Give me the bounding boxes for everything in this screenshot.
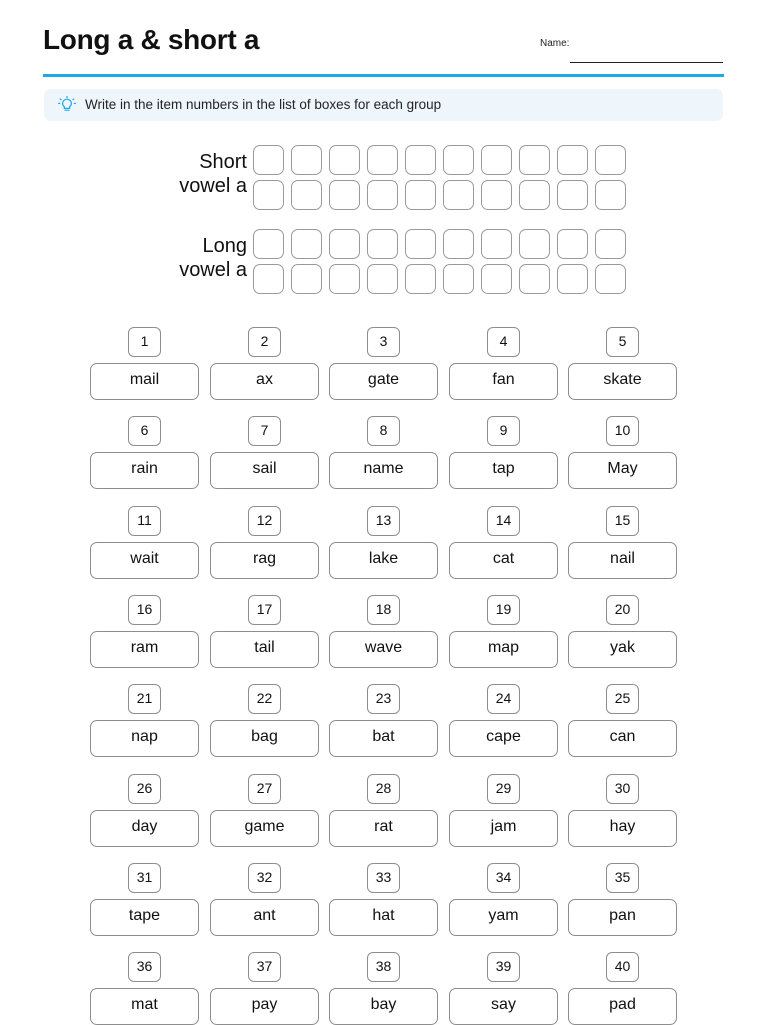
answer-box[interactable] <box>443 229 474 259</box>
item-word: yam <box>449 899 558 936</box>
item-word: skate <box>568 363 677 400</box>
answer-box[interactable] <box>291 264 322 294</box>
answer-box[interactable] <box>367 229 398 259</box>
item-number: 20 <box>606 595 639 625</box>
item-word: pan <box>568 899 677 936</box>
item-word: game <box>210 810 319 847</box>
long-vowel-group-label <box>127 234 247 282</box>
item-number: 18 <box>367 595 400 625</box>
answer-box[interactable] <box>367 145 398 175</box>
answer-box[interactable] <box>253 229 284 259</box>
item-number: 24 <box>487 684 520 714</box>
answer-box[interactable] <box>595 264 626 294</box>
item-number: 7 <box>248 416 281 446</box>
answer-box[interactable] <box>443 145 474 175</box>
answer-box[interactable] <box>481 264 512 294</box>
answer-box[interactable] <box>253 145 284 175</box>
item-word: say <box>449 988 558 1025</box>
answer-box[interactable] <box>595 180 626 210</box>
item-word: pad <box>568 988 677 1025</box>
answer-box[interactable] <box>405 180 436 210</box>
item-number: 2 <box>248 327 281 357</box>
item-number: 12 <box>248 506 281 536</box>
answer-box[interactable] <box>443 264 474 294</box>
group-label-line1: Long <box>202 235 247 257</box>
answer-box[interactable] <box>443 180 474 210</box>
item-number: 29 <box>487 774 520 804</box>
name-field[interactable] <box>570 62 723 63</box>
item-number: 40 <box>606 952 639 982</box>
item-word: day <box>90 810 199 847</box>
answer-box[interactable] <box>253 264 284 294</box>
item-number: 4 <box>487 327 520 357</box>
answer-box[interactable] <box>481 229 512 259</box>
answer-box[interactable] <box>519 145 550 175</box>
answer-box[interactable] <box>481 145 512 175</box>
item-number: 8 <box>367 416 400 446</box>
answer-box[interactable] <box>253 180 284 210</box>
page-title: Long a & short a <box>43 24 260 55</box>
item-number: 15 <box>606 506 639 536</box>
item-word: wait <box>90 542 199 579</box>
answer-box[interactable] <box>557 145 588 175</box>
answer-box[interactable] <box>329 229 360 259</box>
instruction-text: Write in the item numbers in the list of boxes for each group <box>85 97 442 112</box>
answer-box[interactable] <box>405 264 436 294</box>
answer-box[interactable] <box>329 180 360 210</box>
lightbulb-icon <box>58 96 76 114</box>
item-number: 30 <box>606 774 639 804</box>
answer-box[interactable] <box>519 180 550 210</box>
item-word: tap <box>449 452 558 489</box>
item-word: yak <box>568 631 677 668</box>
item-word: can <box>568 720 677 757</box>
item-word: ax <box>210 363 319 400</box>
answer-box[interactable] <box>481 180 512 210</box>
item-word: name <box>329 452 438 489</box>
item-word: mat <box>90 988 199 1025</box>
item-number: 38 <box>367 952 400 982</box>
group-label-line1: Short <box>199 151 247 173</box>
item-number: 37 <box>248 952 281 982</box>
item-word: ram <box>90 631 199 668</box>
group-label-line2: vowel a <box>179 175 247 197</box>
item-number: 3 <box>367 327 400 357</box>
short-vowel-group-label <box>127 150 247 198</box>
item-word: bat <box>329 720 438 757</box>
item-word: sail <box>210 452 319 489</box>
answer-box[interactable] <box>557 229 588 259</box>
item-word: tail <box>210 631 319 668</box>
item-word: map <box>449 631 558 668</box>
item-number: 31 <box>128 863 161 893</box>
group-label-line2: vowel a <box>179 259 247 281</box>
answer-box[interactable] <box>405 229 436 259</box>
item-word: wave <box>329 631 438 668</box>
item-number: 13 <box>367 506 400 536</box>
item-number: 19 <box>487 595 520 625</box>
item-number: 1 <box>128 327 161 357</box>
instruction-banner <box>44 89 723 121</box>
item-word: tape <box>90 899 199 936</box>
answer-box[interactable] <box>291 145 322 175</box>
item-number: 11 <box>128 506 161 536</box>
item-word: rat <box>329 810 438 847</box>
answer-box[interactable] <box>519 264 550 294</box>
header-divider <box>43 74 724 77</box>
item-number: 23 <box>367 684 400 714</box>
answer-box[interactable] <box>367 180 398 210</box>
item-number: 9 <box>487 416 520 446</box>
item-word: fan <box>449 363 558 400</box>
item-number: 34 <box>487 863 520 893</box>
item-number: 28 <box>367 774 400 804</box>
item-word: bay <box>329 988 438 1025</box>
item-number: 22 <box>248 684 281 714</box>
item-number: 36 <box>128 952 161 982</box>
item-word: mail <box>90 363 199 400</box>
item-word: ant <box>210 899 319 936</box>
item-word: jam <box>449 810 558 847</box>
item-word: hat <box>329 899 438 936</box>
item-word: rag <box>210 542 319 579</box>
answer-box[interactable] <box>557 264 588 294</box>
item-word: cape <box>449 720 558 757</box>
item-number: 10 <box>606 416 639 446</box>
answer-box[interactable] <box>329 145 360 175</box>
answer-box[interactable] <box>329 264 360 294</box>
answer-box[interactable] <box>519 229 550 259</box>
item-number: 21 <box>128 684 161 714</box>
answer-box[interactable] <box>291 180 322 210</box>
item-number: 33 <box>367 863 400 893</box>
item-word: cat <box>449 542 558 579</box>
item-number: 26 <box>128 774 161 804</box>
item-word: nap <box>90 720 199 757</box>
item-number: 5 <box>606 327 639 357</box>
answer-box[interactable] <box>405 145 436 175</box>
item-number: 32 <box>248 863 281 893</box>
item-number: 39 <box>487 952 520 982</box>
answer-box[interactable] <box>557 180 588 210</box>
answer-box[interactable] <box>595 145 626 175</box>
item-word: lake <box>329 542 438 579</box>
item-number: 16 <box>128 595 161 625</box>
item-word: hay <box>568 810 677 847</box>
item-word: gate <box>329 363 438 400</box>
item-word: bag <box>210 720 319 757</box>
item-number: 17 <box>248 595 281 625</box>
answer-box[interactable] <box>291 229 322 259</box>
item-word: May <box>568 452 677 489</box>
name-label: Name: <box>540 38 570 49</box>
item-number: 35 <box>606 863 639 893</box>
item-number: 27 <box>248 774 281 804</box>
answer-box[interactable] <box>595 229 626 259</box>
item-number: 25 <box>606 684 639 714</box>
item-number: 6 <box>128 416 161 446</box>
item-number: 14 <box>487 506 520 536</box>
item-word: rain <box>90 452 199 489</box>
answer-box[interactable] <box>367 264 398 294</box>
item-word: nail <box>568 542 677 579</box>
item-word: pay <box>210 988 319 1025</box>
